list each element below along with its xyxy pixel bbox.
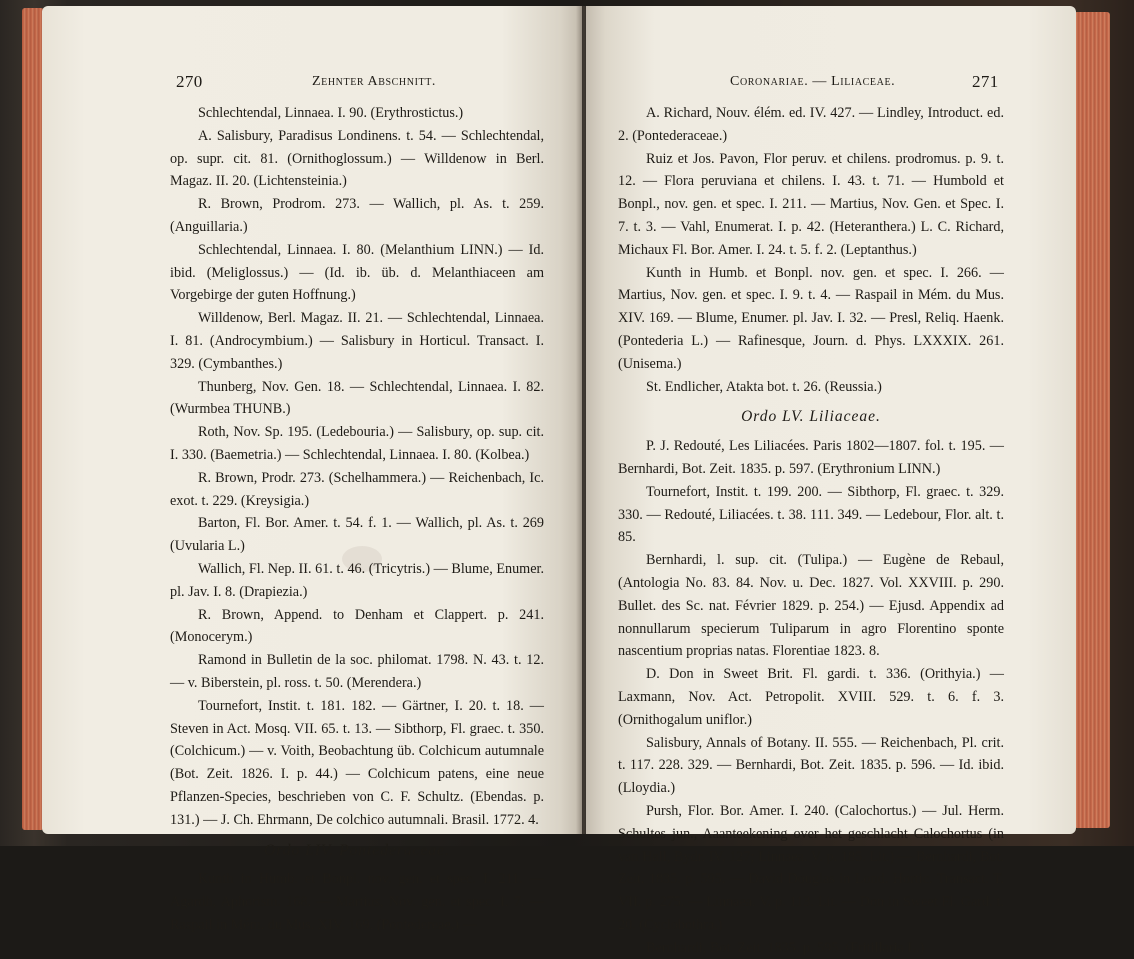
- paragraph: Tournefort, Instit. t. 181. 182. — Gärtner, I. 20. t. 18. — Steven in Act. Mosq. VII. 65. t. 13. — Sibthorp, Fl. graec. t. 350. (Colchicum.) — v. Voith, Beobachtung üb. Colchicum autumnale (Bot. Zeit. 1826. I. p. 44.) — Colchicum patens, eine neue Pflanzen-Species, beschrieben von C. F. Schultz. (Ebendas. p. 131.) — J. Ch. Ehrmann, De colchico autumnali. Brasil. 1772. 4.: [170, 697, 544, 828]
- left-page-body: [170, 102, 544, 937]
- section-heading: Ordo LV. Liliaceae.: [741, 408, 881, 426]
- paragraph: R. Brown, Prodr. 273. (Schelhammera.) — Reichenbach, Ic. exot. t. 229. (Kreysigia.): [170, 469, 544, 509]
- left-page: [42, 6, 582, 933]
- running-head: Coronariae. — Liliaceae.: [730, 74, 896, 89]
- paragraph: Salisbury, Annals of Botany. II. 555. — Reichenbach, Pl. crit. t. 117. 228. 329. — Bernhardi, Bot. Zeit. 1835. p. 596. — Id. ibid. (Lloydia.): [618, 734, 1004, 797]
- paragraph: St. Endlicher, Atakta bot. t. 26. (Reussia.): [646, 378, 882, 395]
- right-page-body: [618, 102, 1004, 959]
- section-heading: Ordo LIV. Pontederaceae.: [264, 841, 450, 859]
- paragraph: Kunth in Humb. et Bonpl. nov. gen. et spec. I. 266. — Martius, Nov. gen. et spec. I. 9. t. 4. — Raspail in Mém. du Mus. XIV. 169. — Blume, Enumer. pl. Jav. I. 32. — Presl, Reliq. Haenk. (Pontederia L.) — Rafinesque, Journ. d. Phys. LXXXIX. 261. (Unisema.): [618, 264, 1004, 372]
- paragraph: Bernhardi, Bot. Zeit. 1835. p. 595. (Fritillaria L.): [646, 939, 925, 956]
- left-page-header: [176, 72, 546, 96]
- paragraph: Schlechtendal, Linnaea. I. 90. (Erythrostictus.): [198, 105, 464, 121]
- paragraph: Pursh, Flor. Bor. Amer. I. 240. (Calochortus.) — Jul. Herm. Schultes jun., Aaanteekening over het geschlacht Calochortus (in van Hall, Bydr. IV. 127; Linnaea. V. p. 185. Lit.) — Bernhardi, Bot. Zeit. 1835. p. 595. — David Douglas in Lond. Hortic. Transact. T. VII. p. 275. — Linnaea. V. p. 113. Lit. — Don in Sweet Fl. Gard. t. 20. (Cyclobothra.): [618, 802, 1004, 933]
- paragraph: P. J. Redouté, Les Liliacées. Paris 1802—1807. fol. t. 195. — Bernhardi, Bot. Zeit. 1835. p. 597. (Erythronium LINN.): [618, 438, 1004, 477]
- paragraph: A. Richard, Nouv. élém. ed. IV. 427. — Lindley, Introduct. ed. 2. (Pontederaceae.): [618, 105, 1004, 144]
- paragraph: R. Brown, Prodrom. 273. — Wallich, pl. As. t. 259. (Anguillaria.): [170, 196, 544, 235]
- paragraph: Bernhardi, l. sup. cit. (Tulipa.) — Eugène de Rebaul, (Antologia No. 83. 84. Nov. u. Dec. 1827. Vol. XXVIII. p. 290. Bullet. des Sc. nat. Février 1829. p. 254.) — Ejusd. Appendix ad nonnullarum specierum Tuliparum in agro Florentino sponte nascentium proprias natas. Florentiae 1823. 8.: [618, 552, 1004, 660]
- running-head: Zehnter Abschnitt.: [312, 74, 437, 89]
- paper-stain: [342, 546, 382, 572]
- paragraph: R. Brown, Append. to Denham et Clappert. p. 241. (Monocerym.): [170, 606, 544, 646]
- paragraph: A. Salisbury, Paradisus Londinens. t. 54. — Schlechtendal, op. supr. cit. 81. (Ornithoglossum.) — Willdenow in Berl. Magaz. II. 20. (Lichtensteinia.): [170, 127, 544, 190]
- paragraph: D. Don in Sweet Brit. Fl. gardi. t. 336. (Orithyia.) — Laxmann, Nov. Act. Petropolit. XVIII. 529. t. 6. f. 3. (Ornithogalum uniflor.): [618, 666, 1004, 728]
- paragraph: Ramond in Bulletin de la soc. philomat. 1798. N. 43. t. 12. — v. Biberstein, pl. ross. t. 50. (Merendera.): [170, 652, 544, 691]
- paragraph: Barton, Fl. Bor. Amer. t. 54. f. 1. — Wallich, pl. As. t. 269 (Uvularia L.): [170, 515, 544, 555]
- right-page: [586, 6, 1076, 956]
- paragraph: Wallich, Fl. Nep. II. 61. t. 46. (Tricytris.) — Blume, Enumer. pl. Jav. I. 8. (Drapiezia.): [170, 560, 544, 600]
- page-edges-left: [22, 8, 44, 830]
- paragraph: Willdenow, Berl. Magaz. II. 21. — Schlechtendal, Linnaea. I. 81. (Androcymbium.) — Salisbury in Horticul. Transact. I. 329. (Cymbanthes.): [170, 310, 544, 372]
- paragraph: Thunberg, Nov. Gen. 18. — Schlechtendal, Linnaea. I. 82. (Wurmbea THUNB.): [170, 378, 544, 418]
- right-page-header: [622, 72, 1004, 96]
- paragraph: Kunth in Humb. et Bonpl. nov. gen. et spec. I. 211. — Agardh, Aphorism. 168. — Martius, Nov. gen. et spec. I. 7. — Raspail in Mém. du Mus. XIV. 169. (Pontedereae.) —: [170, 871, 544, 933]
- page-number: 271: [972, 72, 999, 91]
- paragraph: Tournefort, Instit. t. 199. 200. — Sibthorp, Fl. graec. t. 329. 330. — Redouté, Liliacées. t. 38. 111. 349. — Ledebour, Flor. alt. t. 85.: [618, 483, 1004, 546]
- page-edges-right: [1074, 12, 1110, 828]
- page-number: 270: [176, 72, 203, 91]
- paragraph: Roth, Nov. Sp. 195. (Ledebouria.) — Salisbury, op. sup. cit. I. 330. (Baemetria.) — Schlechtendal, Linnaea. I. 80. (Kolbea.): [170, 424, 544, 463]
- paragraph: Schlechtendal, Linnaea. I. 80. (Melanthium LINN.) — Id. ibid. (Meliglossus.) — (Id. ib. üb. d. Melanthiaceen am Vorgebirge der guten Hoffnung.): [170, 241, 544, 304]
- paragraph: Ruiz et Jos. Pavon, Flor peruv. et chilens. prodromus. p. 9. t. 12. — Flora peruviana et chilens. I. 43. t. 71. — Humbold et Bonpl., nov. gen. et spec. I. 211. — Martius, Nov. Gen. et Spec. I. 7. t. 3. — Vahl, Enumerat. I. p. 42. (Heteranthera.) L. C. Richard, Michaux Fl. Bor. Amer. I. 24. t. 5. f. 2. (Leptanthus.): [618, 150, 1004, 258]
